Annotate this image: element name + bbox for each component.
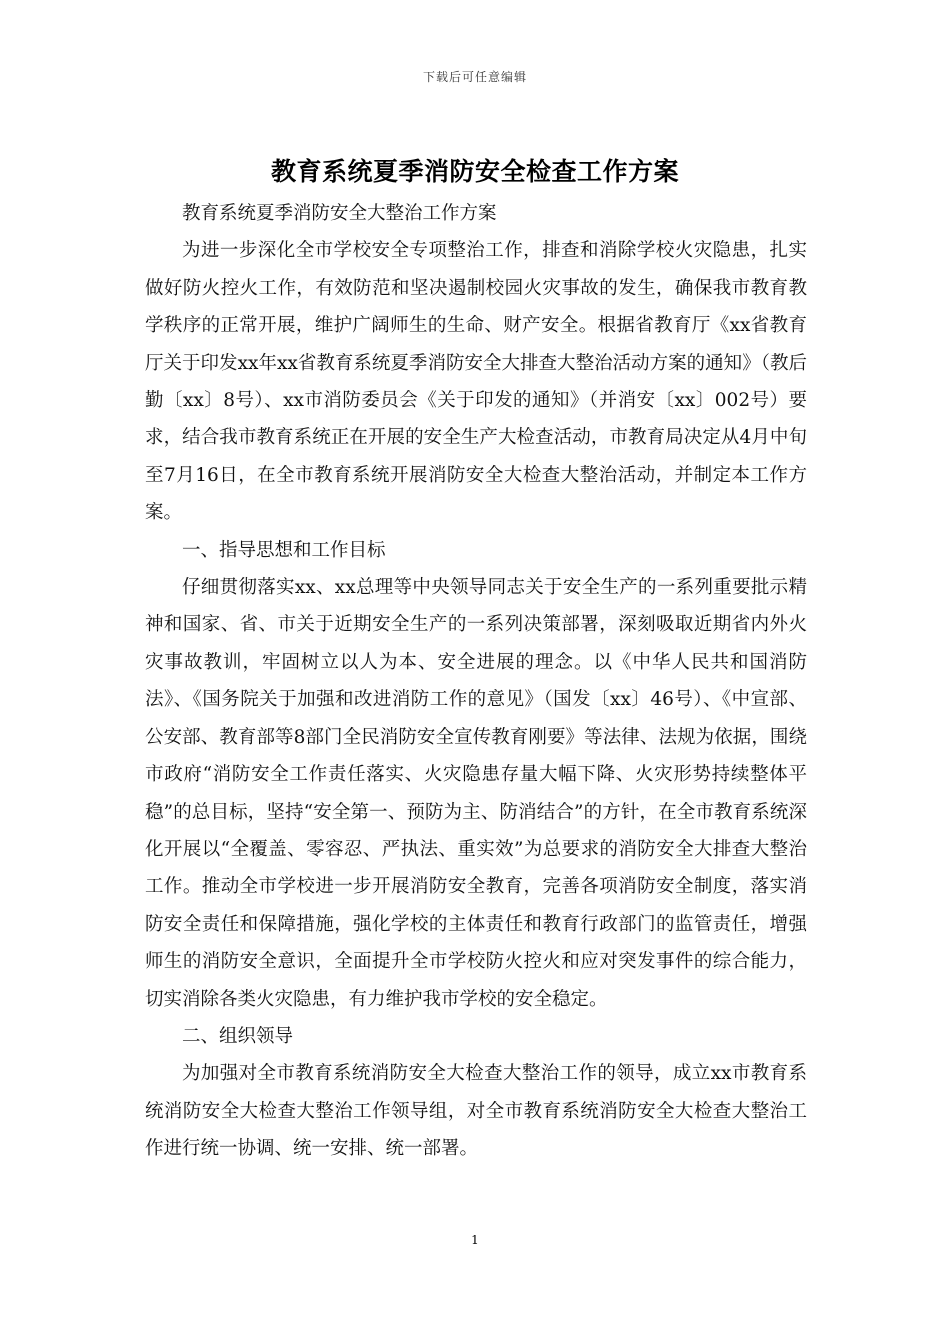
section-paragraph-1: 仔细贯彻落实xx、xx总理等中央领导同志关于安全生产的一系列重要批示精神和国家、省、市关于近期安全生产的一系列决策部署，深刻吸取近期省内外火灾事故教训，牢固树立以人为本、安全进展的理念。以《中华人民共和国消防法》、《国务院关于加强和改进消防工作的意见》（国发〔xx〕46号）、《中宣部、公安部、教育部等8部门全民消防安全宣传教育刚要》等法律、法规为依据，围绕市政府“消防安全工作责任落实、火灾隐患存量大幅下降、火灾形势持续整体平稳”的总目标，坚持“安全第一、预防为主、防消结合”的方针，在全市教育系统深化开展以“全覆盖、零容忍、严执法、重实效”为总要求的消防安全大排查大整治工作。推动全市学校进一步开展消防安全教育，完善各项消防安全制度，落实消防安全责任和保障措施，强化学校的主体责任和教育行政部门的监管责任，增强师生的消防安全意识，全面提升全市学校防火控火和应对突发事件的综合能力，切实消除各类火灾隐患，有力维护我市学校的安全稳定。: [145, 577, 807, 1010]
page-number: 1: [471, 1233, 479, 1247]
intro-paragraph: 为进一步深化全市学校安全专项整治工作，排查和消除学校火灾隐患，扎实做好防火控火工作，有效防范和坚决遏制校园火灾事故的发生，确保我市教育教学秩序的正常开展，维护广阔师生的生命、财产安全。根据省教育厅《xx省教育厅关于印发xx年xx省教育系统夏季消防安全大排查大整治活动方案的通知》（教后勤〔xx〕8号）、xx市消防委员会《关于印发的通知》（并消安〔xx〕002号）要求，结合我市教育系统正在开展的安全生产大检查活动，市教育局决定从4月中旬至7月16日，在全市教育系统开展消防安全大检查大整治活动，并制定本工作方案。: [145, 240, 807, 524]
header-note: 下载后可任意编辑: [422, 70, 527, 84]
section-heading-2: 二、组织领导: [182, 1025, 294, 1047]
subtitle-paragraph: 教育系统夏季消防安全大整治工作方案: [182, 203, 497, 224]
document-title: 教育系统夏季消防安全检查工作方案: [270, 157, 679, 186]
section-paragraph-2: 为加强对全市教育系统消防安全大检查大整治工作的领导，成立xx市教育系统消防安全大检查大整治工作领导组，对全市教育系统消防安全大检查大整治工作进行统一协调、统一安排、统一部署。: [145, 1063, 807, 1160]
section-heading-1: 一、指导思想和工作目标: [182, 539, 386, 561]
document-body: [145, 195, 807, 1168]
